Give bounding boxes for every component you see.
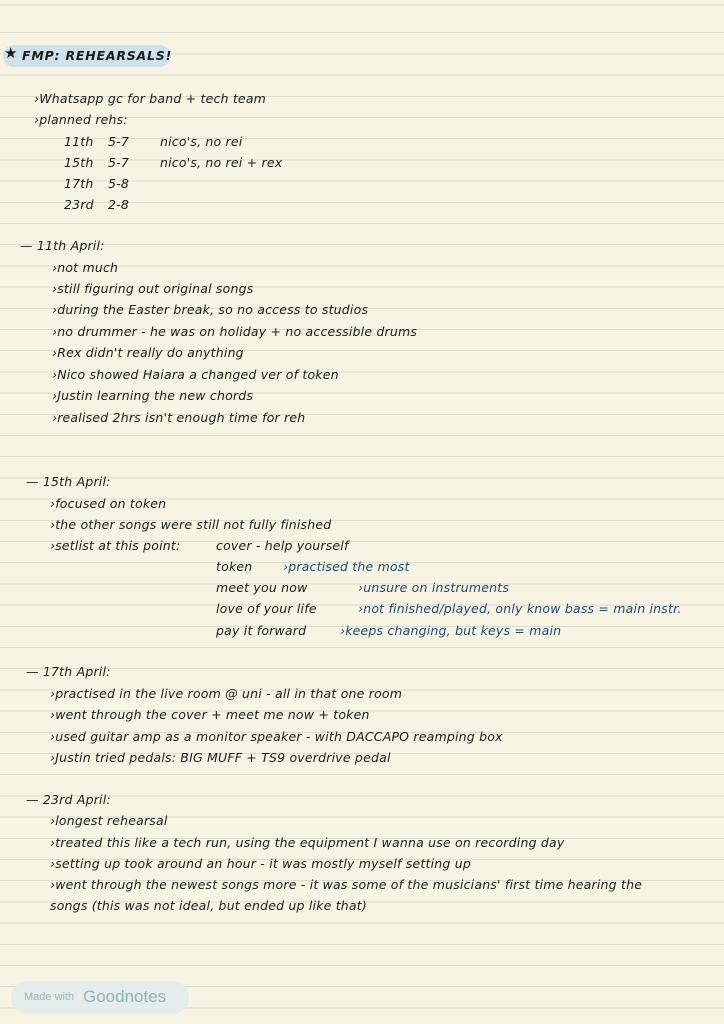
- setlist-note: ›unsure on instruments: [358, 580, 510, 595]
- badge-brand: Goodnotes: [83, 987, 167, 1006]
- list-item: ›Justin learning the new chords: [52, 388, 254, 403]
- goodnotes-badge[interactable]: [11, 981, 189, 1014]
- list-item: ›no drummer - he was on holiday + no accessible drums: [52, 324, 418, 339]
- setlist-label: ›setlist at this point:: [50, 538, 181, 553]
- bullet-planned: ›planned rehs:: [34, 112, 128, 127]
- setlist-song: pay it forward: [216, 623, 307, 638]
- badge-made-with: Made with: [24, 991, 75, 1003]
- list-item: ›focused on token: [50, 496, 167, 511]
- section-heading-23rd: — 23rd April:: [26, 792, 111, 807]
- planned-time: 2-8: [108, 197, 130, 212]
- section-heading-11th: — 11th April:: [20, 238, 105, 253]
- list-item: ›Rex didn't really do anything: [52, 345, 244, 360]
- setlist-song: token: [216, 559, 253, 574]
- setlist-song: love of your life: [216, 601, 317, 616]
- star-icon: ★: [4, 44, 18, 62]
- list-item: ›longest rehearsal: [50, 813, 168, 828]
- list-item: ›Justin tried pedals: BIG MUFF + TS9 overdrive pedal: [50, 750, 391, 765]
- list-item: ›treated this like a tech run, using the equipment I wanna use on recording day: [50, 835, 565, 850]
- list-item: ›Nico showed Haiara a changed ver of token: [52, 367, 339, 382]
- list-item: ›during the Easter break, so no access to studios: [52, 302, 369, 317]
- planned-date: 23rd: [64, 197, 94, 212]
- list-item: ›not much: [52, 260, 119, 275]
- setlist-note: ›practised the most: [283, 559, 410, 574]
- setlist-song: cover - help yourself: [216, 538, 349, 553]
- list-item: ›setting up took around an hour - it was mostly myself setting up: [50, 856, 471, 871]
- list-item: ›realised 2hrs isn't enough time for reh: [52, 410, 306, 425]
- list-item: ›still figuring out original songs: [52, 281, 254, 296]
- planned-time: 5-8: [108, 176, 130, 191]
- setlist-note: ›keeps changing, but keys = main: [340, 623, 562, 638]
- bullet-whatsapp: ›Whatsapp gc for band + tech team: [34, 91, 267, 106]
- section-heading-17th: — 17th April:: [26, 664, 111, 679]
- page-title: FMP: REHEARSALS!: [22, 48, 173, 63]
- list-item: ›went through the newest songs more - it was some of the musicians' first time hearing the: [50, 877, 643, 892]
- list-item-continuation: songs (this was not ideal, but ended up like that): [50, 898, 367, 913]
- list-item: ›went through the cover + meet me now + token: [50, 707, 370, 722]
- planned-date: 15th: [64, 155, 94, 170]
- list-item: ›practised in the live room @ uni - all in that one room: [50, 686, 403, 701]
- planned-time: 5-7: [108, 134, 130, 149]
- setlist-song: meet you now: [216, 580, 308, 595]
- section-heading-15th: — 15th April:: [26, 474, 111, 489]
- planned-note: nico's, no rei: [160, 134, 243, 149]
- setlist-note: ›not finished/played, only know bass = main instr.: [358, 601, 682, 616]
- planned-note: nico's, no rei + rex: [160, 155, 283, 170]
- planned-date: 17th: [64, 176, 94, 191]
- list-item: ›the other songs were still not fully finished: [50, 517, 332, 532]
- list-item: ›used guitar amp as a monitor speaker - with DACCAPO reamping box: [50, 729, 503, 744]
- planned-date: 11th: [64, 134, 94, 149]
- planned-time: 5-7: [108, 155, 130, 170]
